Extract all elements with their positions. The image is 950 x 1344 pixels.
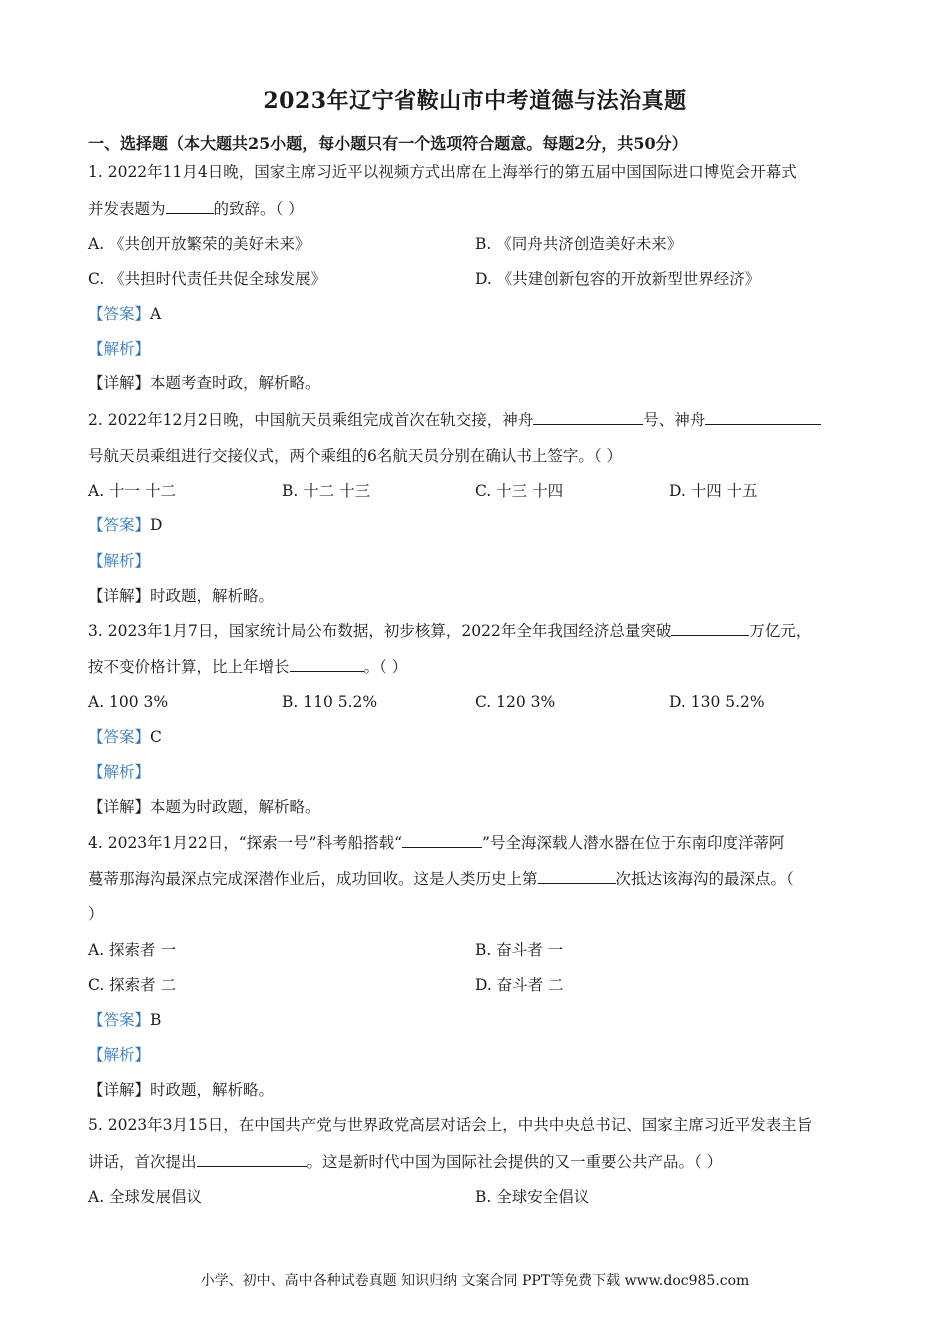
answer-blank bbox=[533, 410, 643, 425]
analysis-tag: 【解析】 bbox=[88, 763, 151, 781]
answer-blank bbox=[290, 657, 364, 672]
q2-option-d: D. 十四 十五 bbox=[669, 482, 758, 500]
q3-stem-line1: 3. 2023年1月7日，国家统计局公布数据，初步核算，2022年全年我国经济总量突破 万亿元， bbox=[88, 622, 812, 640]
detail-tag: 【详解】 bbox=[88, 1081, 151, 1099]
q4-stem-line3: ） bbox=[88, 905, 104, 923]
answer-blank bbox=[705, 410, 821, 425]
answer-blank bbox=[166, 199, 214, 214]
q3-answer: 【答案】C bbox=[88, 728, 162, 746]
analysis-tag: 【解析】 bbox=[88, 340, 151, 358]
section-heading: 一、选择题（本大题共25小题，每小题只有一个选项符合题意。每题2分，共50分） bbox=[88, 134, 688, 153]
q3-option-a: A. 100 3% bbox=[88, 693, 169, 711]
q1-option-b: B. 《同舟共济创造美好未来》 bbox=[475, 235, 683, 253]
q4-answer: 【答案】B bbox=[88, 1011, 162, 1029]
q4-detail: 【详解】时政题，解析略。 bbox=[88, 1081, 275, 1099]
q4-option-c: C. 探索者 二 bbox=[88, 976, 177, 994]
analysis-tag: 【解析】 bbox=[88, 552, 151, 570]
q1-detail: 【详解】本题考查时政，解析略。 bbox=[88, 374, 321, 392]
page-title: 2023年辽宁省鞍山市中考道德与法治真题 bbox=[263, 88, 687, 114]
q1-option-a: A. 《共创开放繁荣的美好未来》 bbox=[88, 235, 311, 253]
detail-tag: 【详解】 bbox=[88, 587, 151, 605]
q2-stem-line1: 2. 2022年12月2日晚，中国航天员乘组完成首次在轨交接，神舟 号、神舟 bbox=[88, 410, 821, 430]
q5-option-a: A. 全球发展倡议 bbox=[88, 1188, 203, 1206]
q1-option-d: D. 《共建创新包容的开放新型世界经济》 bbox=[475, 270, 761, 288]
q5-option-b: B. 全球安全倡议 bbox=[475, 1188, 590, 1206]
q2-option-a: A. 十一 十二 bbox=[88, 482, 176, 500]
q3-detail: 【详解】本题为时政题，解析略。 bbox=[88, 798, 321, 816]
answer-tag: 【答案】 bbox=[88, 1011, 151, 1029]
q3-stem-line2: 按不变价格计算，比上年增长 。（ ） bbox=[88, 658, 408, 676]
q1-stem-line2: 并发表题为 的致辞。（ ） bbox=[88, 200, 304, 218]
detail-tag: 【详解】 bbox=[88, 374, 151, 392]
answer-tag: 【答案】 bbox=[88, 305, 151, 323]
q4-option-a: A. 探索者 一 bbox=[88, 941, 176, 959]
q2-answer: 【答案】D bbox=[88, 516, 163, 534]
q1-stem-line1: 1. 2022年11月4日晚，国家主席习近平以视频方式出席在上海举行的第五届中国国际进口博览会开幕式 bbox=[88, 163, 797, 181]
answer-blank bbox=[671, 621, 749, 636]
q2-stem-line2: 号航天员乘组进行交接仪式，两个乘组的6名航天员分别在确认书上签字。（ ） bbox=[88, 447, 623, 465]
q4-option-b: B. 奋斗者 一 bbox=[475, 941, 564, 959]
q5-stem-line2: 讲话，首次提出 。这是新时代中国为国际社会提供的又一重要公共产品。（ ） bbox=[88, 1153, 723, 1171]
page-footer: 小学、初中、高中各种试卷真题 知识归纳 文案合同 PPT等免费下载 www.doc985.com bbox=[200, 1273, 750, 1289]
q1-option-c: C. 《共担时代责任共促全球发展》 bbox=[88, 270, 327, 288]
q4-option-d: D. 奋斗者 二 bbox=[475, 976, 564, 994]
q4-stem-line1: 4. 2023年1月22日，“探索一号”科考船搭载“ ”号全海深载人潜水器在位于东南印度洋蒂阿 bbox=[88, 834, 785, 852]
q3-analysis bbox=[88, 762, 150, 782]
detail-tag: 【详解】 bbox=[88, 798, 151, 816]
q1-analysis bbox=[88, 339, 150, 359]
answer-tag: 【答案】 bbox=[88, 728, 151, 746]
q5-stem-line1: 5. 2023年3月15日，在中国共产党与世界政党高层对话会上，中共中央总书记、国家主席习近平发表主旨 bbox=[88, 1116, 813, 1134]
answer-blank bbox=[538, 869, 616, 884]
q3-option-c: C. 120 3% bbox=[475, 693, 556, 711]
q4-analysis bbox=[88, 1045, 150, 1065]
q3-option-b: B. 110 5.2% bbox=[282, 693, 378, 711]
answer-blank bbox=[197, 1152, 307, 1167]
answer-blank bbox=[402, 833, 482, 848]
q4-stem-line2: 蔓蒂那海沟最深点完成深潜作业后，成功回收。这是人类历史上第 次抵达该海沟的最深点。（ bbox=[88, 870, 794, 888]
q2-analysis bbox=[88, 551, 150, 571]
q3-option-d: D. 130 5.2% bbox=[669, 693, 765, 711]
q2-option-c: C. 十三 十四 bbox=[475, 482, 564, 500]
q1-answer: 【答案】A bbox=[88, 305, 162, 323]
q2-detail: 【详解】时政题，解析略。 bbox=[88, 587, 275, 605]
analysis-tag: 【解析】 bbox=[88, 1046, 151, 1064]
q2-option-b: B. 十二 十三 bbox=[282, 482, 371, 500]
answer-tag: 【答案】 bbox=[88, 516, 151, 534]
